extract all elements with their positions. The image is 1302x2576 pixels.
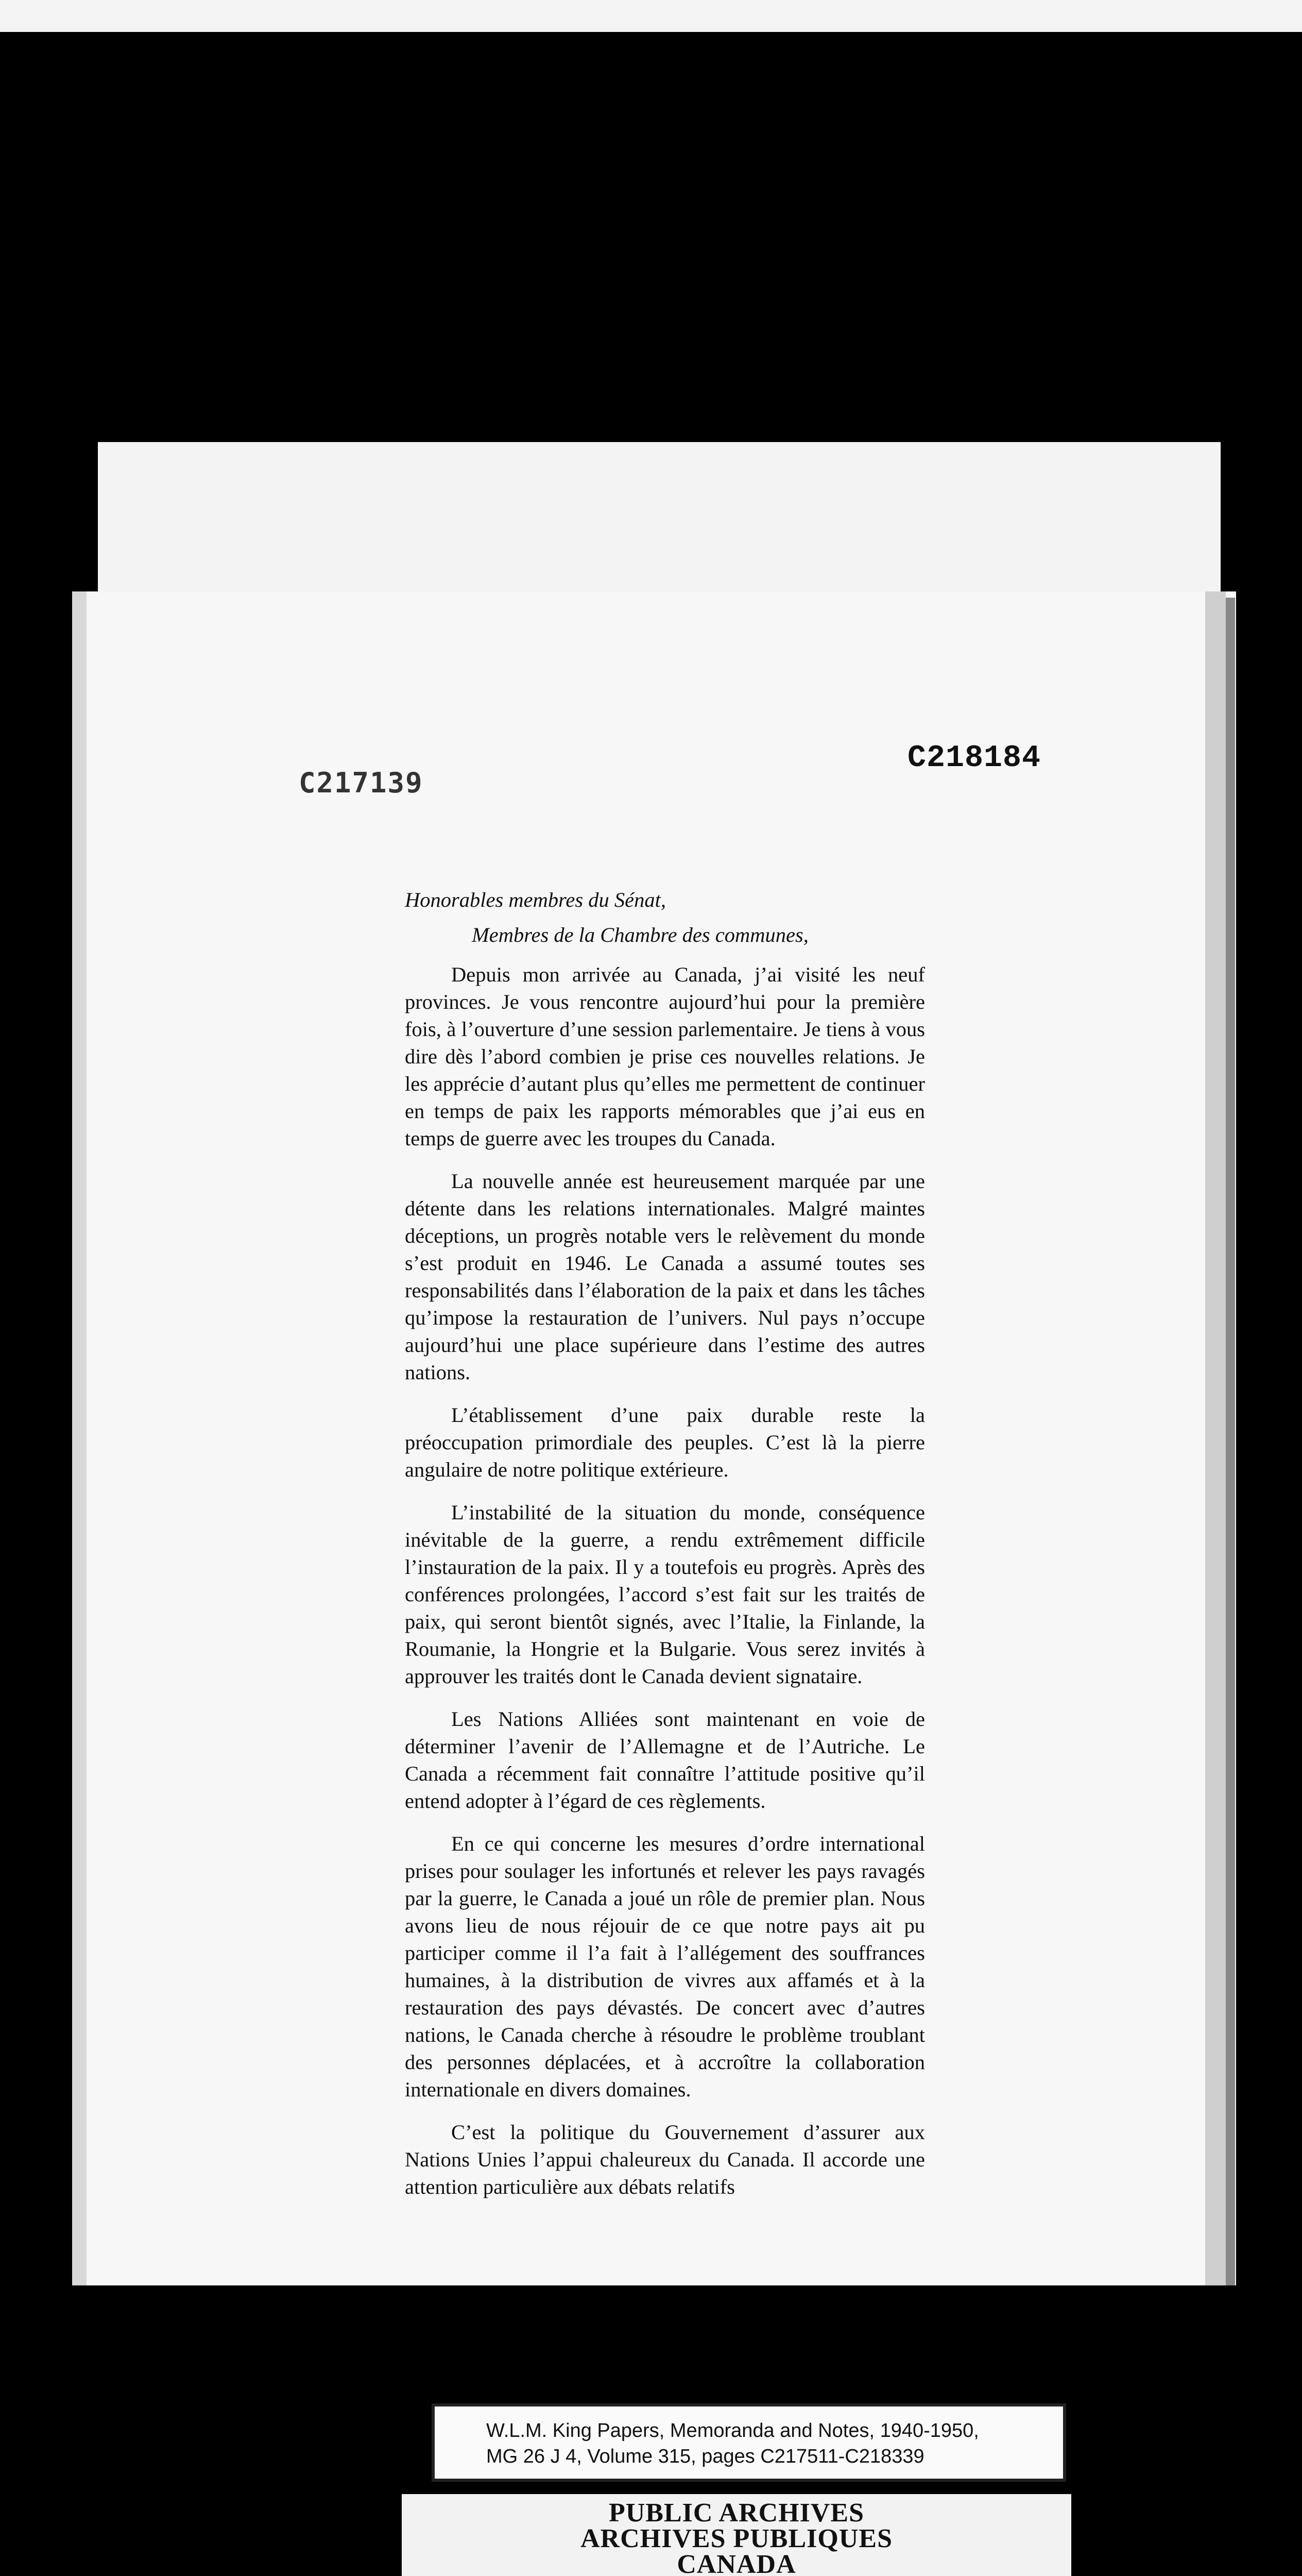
paragraph: La nouvelle année est heureusement marquée par une détente dans les relations internationales. Malgré maintes déceptions, un progrès notable vers le relèvement du monde s’est produit en 1946. Le Canada a assumé toutes ses responsabilités dans l’élaboration de la paix et dans les tâches qu’impose la restauration de l’univers. Nul pays n’occupe aujourd’hui une place supérieure dans l’estime des autres nations. xyxy=(405,1170,925,1384)
salutation-senate: Honorables membres du Sénat, xyxy=(405,888,666,911)
paragraph: Depuis mon arrivée au Canada, j’ai visité les neuf provinces. Je vous rencontre aujourd’hui pour la première fois, à l’ouverture d’une session parlementaire. Je tiens à vous dire dès l’abord combien je prise ces nouvelles relations. Je les apprécie d’autant plus qu’elles me permettent de continuer en temps de paix les rapports mémorables que j’ai eus en temps de guerre avec les troupes du Canada. xyxy=(405,963,925,1150)
collection-label-line: MG 26 J 4, Volume 315, pages C217511-C218339 xyxy=(486,2446,924,2467)
back-sheet xyxy=(98,442,1221,612)
archives-stamp xyxy=(402,2500,1071,2576)
top-film-border xyxy=(0,0,1302,32)
archives-stamp-line: ARCHIVES PUBLIQUES xyxy=(580,2524,893,2553)
archives-stamp-line: PUBLIC ARCHIVES xyxy=(608,2498,865,2528)
archive-number-stamp-left: C217139 xyxy=(299,767,423,799)
collection-label xyxy=(432,2403,1066,2482)
paragraph: En ce qui concerne les mesures d’ordre international prises pour soulager les infortunés et relever les pays ravagés par la guerre, le Canada a joué un rôle de premier plan. Nous avons lieu de nous réjouir de ce que notre pays ait pu participer comme il l’a fait à l’allégement des souffrances humaines, à la distribution de vivres aux affamés et à la restauration des pays dévastés. De concert avec d’autres nations, le Canada cherche à résoudre le problème troublant des personnes déplacées, et à accroître la collaboration internationale en divers domaines. xyxy=(405,1832,925,2101)
page-shadow xyxy=(1226,598,1235,2285)
page-right-edge xyxy=(1205,591,1226,2285)
collection-label-line: W.L.M. King Papers, Memoranda and Notes, 1940-1950, xyxy=(486,2420,979,2442)
paragraph: Les Nations Alliées sont maintenant en voie de déterminer l’avenir de l’Allemagne et de l’Autriche. Le Canada a récemment fait connaître l’attitude positive qu’il entend adopter à l’égard de ces règlements. xyxy=(405,1707,925,1812)
page-left-edge xyxy=(72,591,87,2285)
paragraph: C’est la politique du Gouvernement d’assurer aux Nations Unies l’appui chaleureux du Canada. Il accorde une attention particulière aux débats relatifs xyxy=(405,2121,925,2198)
archives-stamp-line: CANADA xyxy=(677,2550,796,2576)
paragraph: L’instabilité de la situation du monde, conséquence inévitable de la guerre, a rendu extrêmement difficile l’instauration de la paix. Il y a toutefois eu progrès. Après des conférences prolongées, l’accord s’est fait sur les traités de paix, qui seront bientôt signés, avec l’Italie, la Finlande, la Roumanie, la Hongrie et la Bulgarie. Vous serez invités à approuver les traités dont le Canada devient signataire. xyxy=(405,1501,925,1688)
paragraph: L’établissement d’une paix durable reste la préoccupation primordiale des peuples. C’est là la pierre angulaire de notre politique extérieure. xyxy=(405,1403,925,1481)
salutation-commons: Membres de la Chambre des communes, xyxy=(472,923,809,946)
letter-body xyxy=(405,886,925,2216)
archive-number-stamp-right: C218184 xyxy=(907,741,1041,776)
